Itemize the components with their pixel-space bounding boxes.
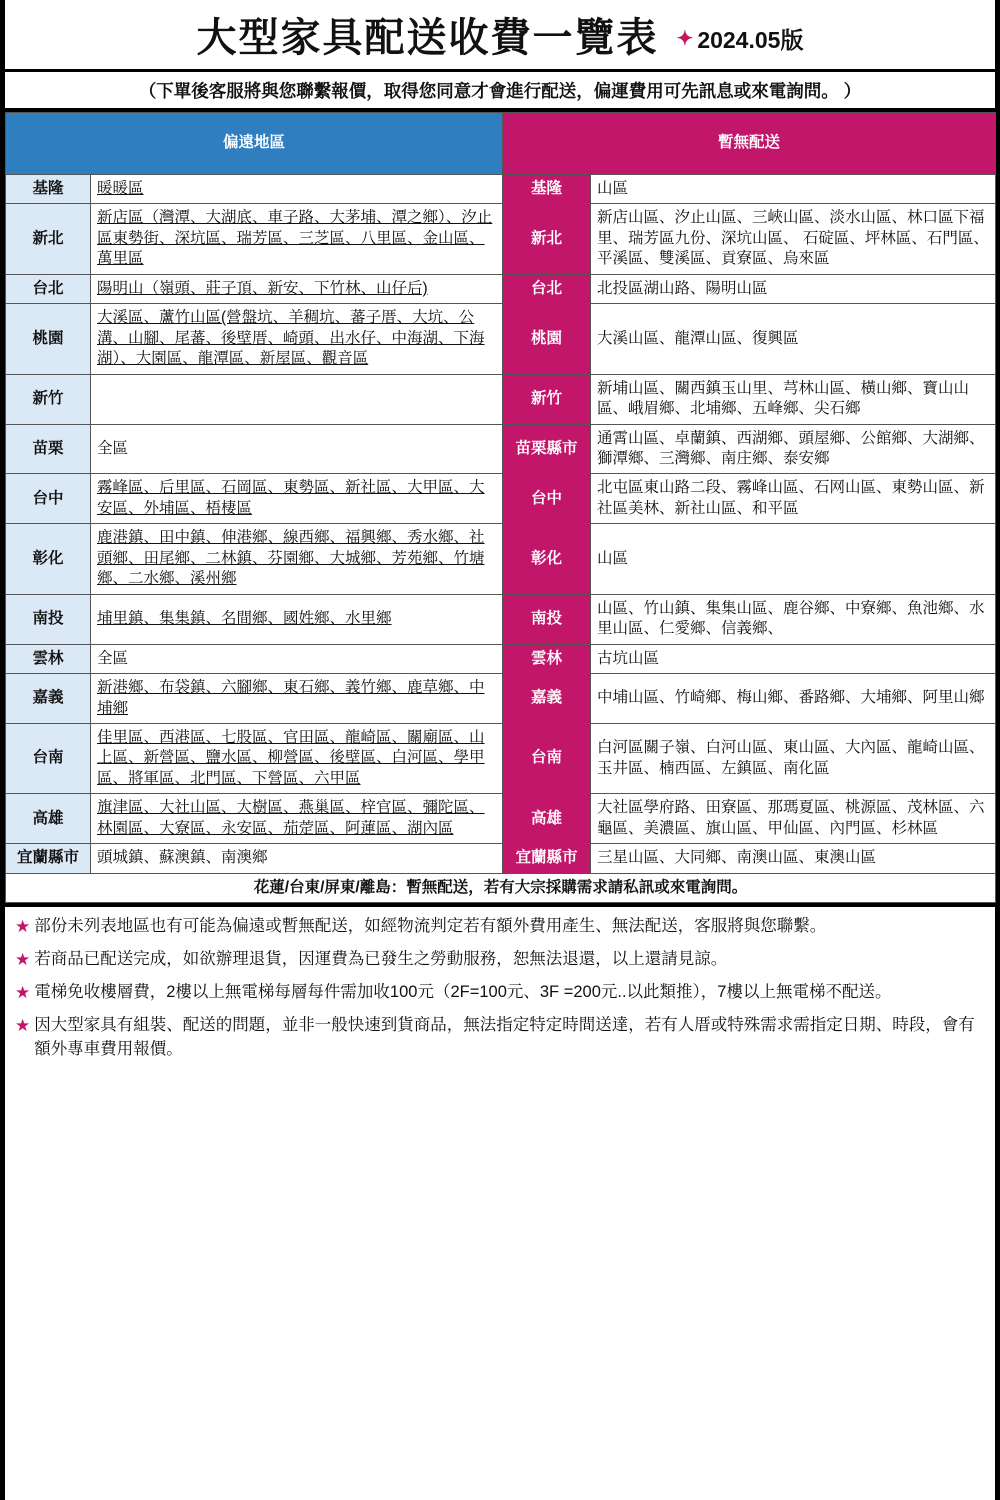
- remote-areas-cell: 陽明山（嶺頭、莊子頂、新安、下竹林、山仔后): [91, 274, 503, 303]
- table-row: [6, 274, 996, 303]
- note-item: [15, 1014, 985, 1062]
- note-item: [15, 915, 985, 939]
- star-icon: ★: [15, 917, 31, 937]
- no-delivery-cell: 白河區關子嶺、白河山區、東山區、大內區、龍崎山區、玉井區、楠西區、左鎮區、南化區: [591, 723, 996, 793]
- region-label-none: 新竹: [503, 374, 591, 424]
- remote-areas-cell: [91, 374, 503, 424]
- table-row: [6, 524, 996, 594]
- remote-areas-cell: 全區: [91, 644, 503, 673]
- no-delivery-cell: 大社區學府路、田寮區、那瑪夏區、桃源區、茂林區、六龜區、美濃區、旗山區、甲仙區、內門區、杉林區: [591, 794, 996, 844]
- table-row: [6, 474, 996, 524]
- region-label-none: 桃園: [503, 304, 591, 374]
- note-item: [15, 981, 985, 1005]
- no-delivery-cell: 山區、竹山鎮、集集山區、鹿谷鄉、中寮鄉、魚池鄉、水里山區、仁愛鄉、信義鄉、: [591, 594, 996, 644]
- table-row: [6, 304, 996, 374]
- region-label-none: 新北: [503, 204, 591, 274]
- delivery-fee-table: [5, 112, 996, 903]
- region-label-remote: 基隆: [6, 175, 91, 204]
- region-label-remote: 高雄: [6, 794, 91, 844]
- table-row: [6, 674, 996, 724]
- remote-areas-cell: 頭城鎮、蘇澳鎮、南澳鄉: [91, 844, 503, 873]
- star-icon: ★: [15, 982, 31, 1002]
- region-label-remote: 台北: [6, 274, 91, 303]
- region-label-remote: 南投: [6, 594, 91, 644]
- region-label-remote: 宜蘭縣市: [6, 844, 91, 873]
- region-label-remote: 新竹: [6, 374, 91, 424]
- region-label-none: 台北: [503, 274, 591, 303]
- remote-areas-cell: 旗津區、大社山區、大樹區、燕巢區、梓官區、彌陀區、 林園區、大寮區、永安區、茄萣區、阿蓮區、湖內區: [91, 794, 503, 844]
- note-text: 電梯免收樓層費，2樓以上無電梯每層每件需加收100元（2F=100元、3F =200元..以此類推），7樓以上無電梯不配送。: [34, 982, 892, 1001]
- region-label-remote: 彰化: [6, 524, 91, 594]
- remote-areas-cell: 霧峰區、后里區、石岡區、東勢區、新社區、大甲區、大安區、外埔區、梧棲區: [91, 474, 503, 524]
- region-label-remote: 台南: [6, 723, 91, 793]
- note-item: [15, 948, 985, 972]
- no-delivery-cell: 山區: [591, 175, 996, 204]
- note-text: 因大型家具有組裝、配送的問題，並非一般快速到貨商品，無法指定特定時間送達，若有人厝或特殊需求需指定日期、時段，會有額外專車費用報價。: [34, 1015, 975, 1058]
- region-label-remote: 雲林: [6, 644, 91, 673]
- remote-areas-cell: 佳里區、西港區、七股區、官田區、龍崎區、關廟區、山上區、新營區、鹽水區、柳營區、後壁區、白河區、學甲區、將軍區、北門區、下營區、六甲區: [91, 723, 503, 793]
- remote-areas-cell: 新店區（灣潭、大湖底、車子路、大茅埔、潭之鄉）、汐止區東勢街、深坑區、瑞芳區、三芝區、八里區、金山區、萬里區: [91, 204, 503, 274]
- no-delivery-cell: 古坑山區: [591, 644, 996, 673]
- column-header-none: 暫無配送: [503, 113, 996, 175]
- column-header-remote: 偏遠地區: [6, 113, 503, 175]
- table-row: [6, 794, 996, 844]
- remote-areas-cell: 埔里鎮、集集鎮、名間鄉、國姓鄉、水里鄉: [91, 594, 503, 644]
- table-row: [6, 374, 996, 424]
- region-label-none: 南投: [503, 594, 591, 644]
- region-label-remote: 台中: [6, 474, 91, 524]
- table-row: [6, 723, 996, 793]
- no-delivery-cell: 新埔山區、關西鎮玉山里、芎林山區、橫山鄉、寶山山區、峨眉鄉、北埔鄉、五峰鄉、尖石鄉: [591, 374, 996, 424]
- region-label-none: 苗栗縣市: [503, 424, 591, 474]
- table-row: [6, 594, 996, 644]
- table-row: [6, 844, 996, 873]
- region-label-remote: 新北: [6, 204, 91, 274]
- diamond-icon: ✦: [676, 27, 694, 50]
- star-icon: ★: [15, 1015, 31, 1035]
- region-label-none: 高雄: [503, 794, 591, 844]
- table-footnote-row: [6, 873, 996, 902]
- no-delivery-cell: 新店山區、汐止山區、三峽山區、淡水山區、林口區下福里、瑞芳區九份、深坑山區、 石碇區、坪林區、石門區、平溪區、雙溪區、貢寮區、烏來區: [591, 204, 996, 274]
- remote-areas-cell: 大溪區、蘆竹山區(營盤坑、羊稠坑、蕃子厝、大坑、公溝、山腳、尾蕃、後壁厝、崎頭、出水仔、中海湖、下海湖）、大園區、龍潭區、新屋區、觀音區: [91, 304, 503, 374]
- star-icon: ★: [15, 950, 31, 970]
- notes-section: [5, 903, 995, 1062]
- remote-areas-cell: 暖暖區: [91, 175, 503, 204]
- table-row: [6, 644, 996, 673]
- region-label-remote: 嘉義: [6, 674, 91, 724]
- region-label-remote: 桃園: [6, 304, 91, 374]
- remote-areas-cell: 新港鄉、布袋鎮、六腳鄉、東石鄉、義竹鄉、鹿草鄉、中埔鄉: [91, 674, 503, 724]
- no-delivery-cell: 中埔山區、竹崎鄉、梅山鄉、番路鄉、大埔鄉、阿里山鄉: [591, 674, 996, 724]
- no-delivery-cell: 大溪山區、龍潭山區、復興區: [591, 304, 996, 374]
- table-header-row: [6, 113, 996, 175]
- version-label: 2024.05版: [697, 27, 804, 53]
- notice-text: （下單後客服將與您聯繫報價，取得您同意才會進行配送，偏運費用可先訊息或來電詢問。 ）: [138, 80, 862, 101]
- region-label-none: 嘉義: [503, 674, 591, 724]
- region-label-none: 台中: [503, 474, 591, 524]
- table-row: [6, 204, 996, 274]
- note-text: 若商品已配送完成，如欲辦理退貨，因運費為已發生之勞動服務，恕無法退還，以上還請見諒。: [34, 950, 728, 969]
- no-delivery-cell: 山區: [591, 524, 996, 594]
- page-title: 大型家具配送收費一覽表: [196, 16, 659, 60]
- note-text: 部份未列表地區也有可能為偏遠或暫無配送，如經物流判定若有額外費用產生、無法配送，客服將與您聯繫。: [34, 917, 827, 936]
- document-header: [5, 0, 995, 72]
- table-footnote: 花蓮/台東/屏東/離島：暫無配送，若有大宗採購需求請私訊或來電詢問。: [6, 873, 996, 902]
- no-delivery-cell: 三星山區、大同鄉、南澳山區、東澳山區: [591, 844, 996, 873]
- region-label-none: 雲林: [503, 644, 591, 673]
- no-delivery-cell: 北屯區東山路二段、霧峰山區、石网山區、東勢山區、新社區美林、新社山區、和平區: [591, 474, 996, 524]
- notice-bar: [5, 72, 995, 112]
- region-label-remote: 苗栗: [6, 424, 91, 474]
- remote-areas-cell: 全區: [91, 424, 503, 474]
- no-delivery-cell: 通霄山區、卓蘭鎮、西湖鄉、頭屋鄉、公館鄉、大湖鄉、獅潭鄉、三灣鄉、南庄鄉、泰安鄉: [591, 424, 996, 474]
- version-badge: [677, 22, 804, 55]
- no-delivery-cell: 北投區湖山路、陽明山區: [591, 274, 996, 303]
- region-label-none: 宜蘭縣市: [503, 844, 591, 873]
- remote-areas-cell: 鹿港鎮、田中鎮、伸港鄉、線西鄉、福興鄉、秀水鄉、社頭鄉、田尾鄉、二林鎮、芬園鄉、大城鄉、芳苑鄉、竹塘鄉、二水鄉、溪州鄉: [91, 524, 503, 594]
- region-label-none: 彰化: [503, 524, 591, 594]
- region-label-none: 基隆: [503, 175, 591, 204]
- table-row: [6, 424, 996, 474]
- region-label-none: 台南: [503, 723, 591, 793]
- table-row: [6, 175, 996, 204]
